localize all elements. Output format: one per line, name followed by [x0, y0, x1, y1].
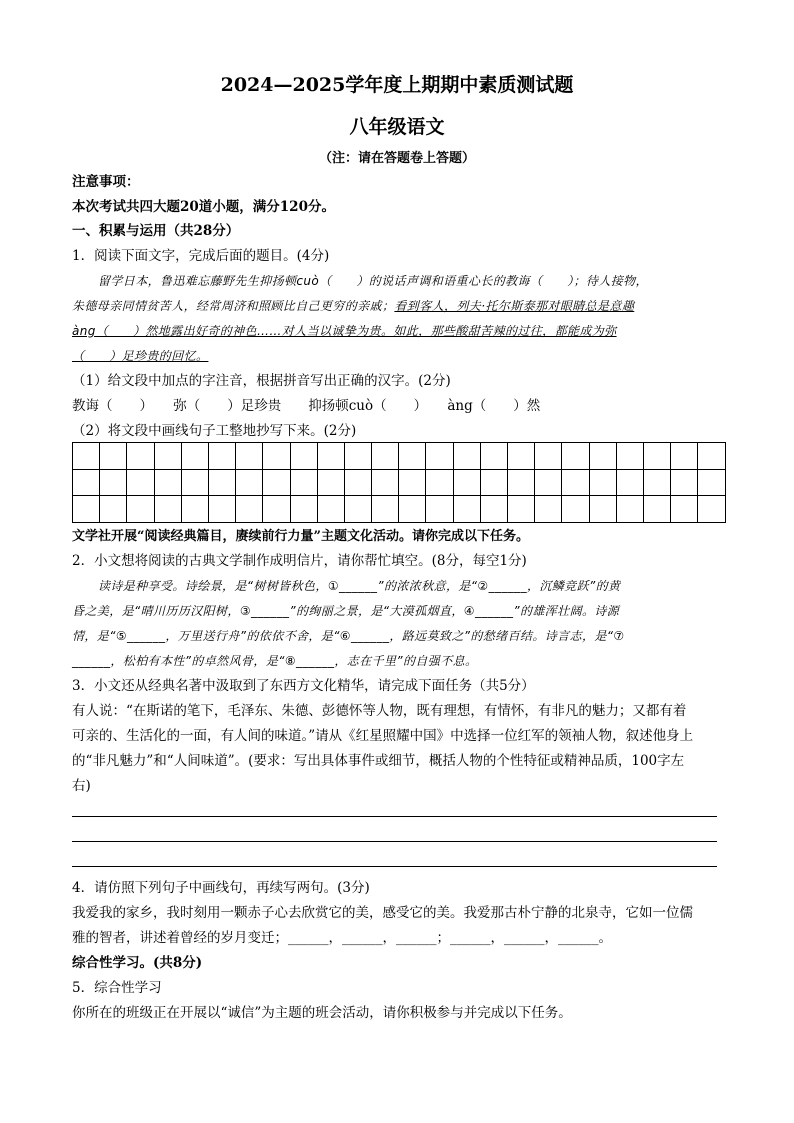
q1-stem: 1．阅读下面文字，完成后面的题目。(4分)	[72, 248, 330, 264]
grid-row	[73, 496, 726, 523]
q4-text-line: 雅的智者，讲述着曾经的岁月变迁；______，______，______；______，______，______。	[72, 930, 612, 946]
grid-cell[interactable]	[372, 443, 399, 470]
grid-cell[interactable]	[453, 496, 480, 523]
grid-cell[interactable]	[263, 469, 290, 496]
grid-cell[interactable]	[344, 469, 371, 496]
q1-passage-line: àng（ ）然地露出好奇的神色……对人当以诚挚为贵。如此，那些酸甜苦辣的过往，都能成为弥	[72, 324, 617, 338]
grid-cell[interactable]	[181, 443, 208, 470]
grid-cell[interactable]	[317, 496, 344, 523]
grid-cell[interactable]	[73, 496, 100, 523]
q2-passage-line: 昏之美，是“晴川历历汉阳树，③______”的绚丽之景，是“大漠孤烟直，④______”的雄浑壮阔。诗源	[72, 604, 620, 618]
grid-cell[interactable]	[236, 469, 263, 496]
grid-cell[interactable]	[535, 469, 562, 496]
q3-text-line: 可亲的、生活化的一面，有人间的味道。”请从《红星照耀中国》中选择一位红军的领袖人物，叙述他身上	[72, 728, 694, 744]
copy-writing-grid[interactable]	[72, 442, 726, 523]
grid-cell[interactable]	[208, 443, 235, 470]
q1-passage-line	[72, 297, 634, 315]
grid-cell[interactable]	[589, 496, 616, 523]
grid-cell[interactable]	[535, 443, 562, 470]
grid-cell[interactable]	[616, 469, 643, 496]
activity-intro: 文学社开展“阅读经典篇目，赓续前行力量”主题文化活动。请你完成以下任务。	[72, 529, 529, 544]
grid-cell[interactable]	[372, 496, 399, 523]
grid-cell[interactable]	[263, 443, 290, 470]
q5-text: 你所在的班级正在开展以“诚信”为主题的班会活动，请你积极参与并完成以下任务。	[72, 1005, 572, 1021]
grid-cell[interactable]	[208, 496, 235, 523]
grid-cell[interactable]	[127, 443, 154, 470]
q3-text-line: 的“非凡魅力”和“人间味道”。(要求：写出具体事件或细节，概括人物的个性特征或精神品质，100字左	[72, 753, 685, 769]
grid-cell[interactable]	[100, 443, 127, 470]
answer-line[interactable]	[72, 866, 717, 867]
subject-title: 八年级语文	[349, 116, 445, 138]
grid-cell[interactable]	[643, 496, 670, 523]
grid-cell[interactable]	[453, 469, 480, 496]
answer-line[interactable]	[72, 816, 717, 817]
grid-cell[interactable]	[100, 469, 127, 496]
notice-text: 本次考试共四大题20道小题，满分120分。	[72, 199, 335, 215]
answer-note: （注：请在答题卷上答题）	[318, 151, 475, 166]
grid-cell[interactable]	[344, 496, 371, 523]
q1-sub2: （2）将文段中画线句子工整地抄写下来。(2分)	[72, 423, 357, 439]
grid-cell[interactable]	[100, 496, 127, 523]
grid-cell[interactable]	[480, 496, 507, 523]
q2-stem: 2．小文想将阅读的古典文学制作成明信片，请你帮忙填空。(8分，每空1分)	[72, 553, 527, 569]
grid-cell[interactable]	[535, 496, 562, 523]
grid-cell[interactable]	[73, 469, 100, 496]
grid-cell[interactable]	[127, 469, 154, 496]
grid-cell[interactable]	[290, 496, 317, 523]
grid-cell[interactable]	[616, 443, 643, 470]
exam-title: 2024—2025学年度上期期中素质测试题	[220, 74, 574, 96]
q3-text-line: 有人说：“在斯诺的笔下，毛泽东、朱德、彭德怀等人物，既有理想，有情怀，有非凡的魅力；又都有着	[72, 703, 687, 719]
q2-passage-line: ______，松柏有本性”的卓然风骨，是“⑧______，志在千里”的自强不息。	[72, 654, 478, 668]
grid-cell[interactable]	[154, 496, 181, 523]
grid-cell[interactable]	[562, 496, 589, 523]
grid-cell[interactable]	[453, 443, 480, 470]
q2-passage-line: 读诗是种享受。诗绘景，是“树树皆秋色，①______”的浓浓秋意，是“②______，沉鳞竞跃”的黄	[98, 579, 621, 593]
grid-cell[interactable]	[154, 443, 181, 470]
grid-cell[interactable]	[426, 469, 453, 496]
q5-stem: 5．综合性学习	[72, 980, 162, 996]
grid-cell[interactable]	[290, 443, 317, 470]
grid-cell[interactable]	[589, 469, 616, 496]
grid-cell[interactable]	[73, 443, 100, 470]
grid-cell[interactable]	[426, 496, 453, 523]
q1-sub1-blanks: 教诲（ ） 弥（ ）足珍贵 抑扬顿cuò（ ） àng（ ）然	[72, 398, 541, 414]
grid-cell[interactable]	[698, 469, 725, 496]
grid-cell[interactable]	[643, 443, 670, 470]
grid-cell[interactable]	[399, 469, 426, 496]
grid-cell[interactable]	[643, 469, 670, 496]
grid-cell[interactable]	[671, 496, 698, 523]
grid-cell[interactable]	[508, 443, 535, 470]
q4-stem: 4．请仿照下列句子中画线句，再续写两句。(3分)	[72, 880, 370, 896]
grid-cell[interactable]	[616, 496, 643, 523]
grid-cell[interactable]	[562, 443, 589, 470]
grid-cell[interactable]	[236, 443, 263, 470]
grid-cell[interactable]	[344, 443, 371, 470]
grid-cell[interactable]	[698, 443, 725, 470]
q2-passage-line: 情，是“⑤______，万里送行舟”的依依不舍，是“⑥______，路远莫致之”的愁绪百结。诗言志，是“⑦	[72, 629, 625, 643]
grid-cell[interactable]	[589, 443, 616, 470]
grid-cell[interactable]	[181, 496, 208, 523]
q3-stem: 3．小文还从经典名著中汲取到了东西方文化精华，请完成下面任务（共5分）	[72, 678, 535, 694]
grid-row	[73, 469, 726, 496]
grid-cell[interactable]	[263, 496, 290, 523]
q1-passage-text: 朱德母亲同情贫苦人，经常周济和照顾比自己更穷的亲戚；	[72, 299, 395, 313]
grid-cell[interactable]	[208, 469, 235, 496]
q1-passage-line: 留学日本，鲁迅难忘藤野先生抑扬顿cuò（ ）的说话声调和语重心长的教诲（ ）；待人接物，	[98, 274, 648, 288]
grid-cell[interactable]	[562, 469, 589, 496]
grid-cell[interactable]	[154, 469, 181, 496]
q1-passage-line: （ ）足珍贵的回忆。	[72, 349, 209, 363]
q4-text-line: 我爱我的家乡，我时刻用一颗赤子心去欣赏它的美，感受它的美。我爱那古朴宁静的北泉寺，它如一位儒	[72, 905, 693, 921]
grid-cell[interactable]	[671, 469, 698, 496]
grid-cell[interactable]	[399, 496, 426, 523]
notice-heading: 注意事项：	[72, 174, 140, 190]
answer-line[interactable]	[72, 841, 717, 842]
grid-cell[interactable]	[290, 469, 317, 496]
grid-cell[interactable]	[508, 469, 535, 496]
grid-cell[interactable]	[372, 469, 399, 496]
grid-cell[interactable]	[127, 496, 154, 523]
grid-cell[interactable]	[236, 496, 263, 523]
q1-underlined-sentence: 看到客人，列夫·托尔斯泰那对眼睛总是意趣	[394, 299, 635, 313]
q1-sub1: （1）给文段中加点的字注音，根据拼音写出正确的汉字。(2分)	[72, 373, 451, 389]
section2-heading: 综合性学习。(共8分)	[72, 955, 203, 971]
grid-row	[73, 443, 726, 470]
grid-cell[interactable]	[317, 443, 344, 470]
grid-cell[interactable]	[399, 443, 426, 470]
grid-cell[interactable]	[317, 469, 344, 496]
grid-cell[interactable]	[480, 469, 507, 496]
grid-cell[interactable]	[671, 443, 698, 470]
grid-cell[interactable]	[181, 469, 208, 496]
q3-text-line: 右)	[72, 778, 91, 794]
section1-heading: 一、积累与运用（共28分）	[72, 223, 240, 239]
grid-cell[interactable]	[480, 443, 507, 470]
grid-cell[interactable]	[698, 496, 725, 523]
grid-cell[interactable]	[508, 496, 535, 523]
grid-cell[interactable]	[426, 443, 453, 470]
